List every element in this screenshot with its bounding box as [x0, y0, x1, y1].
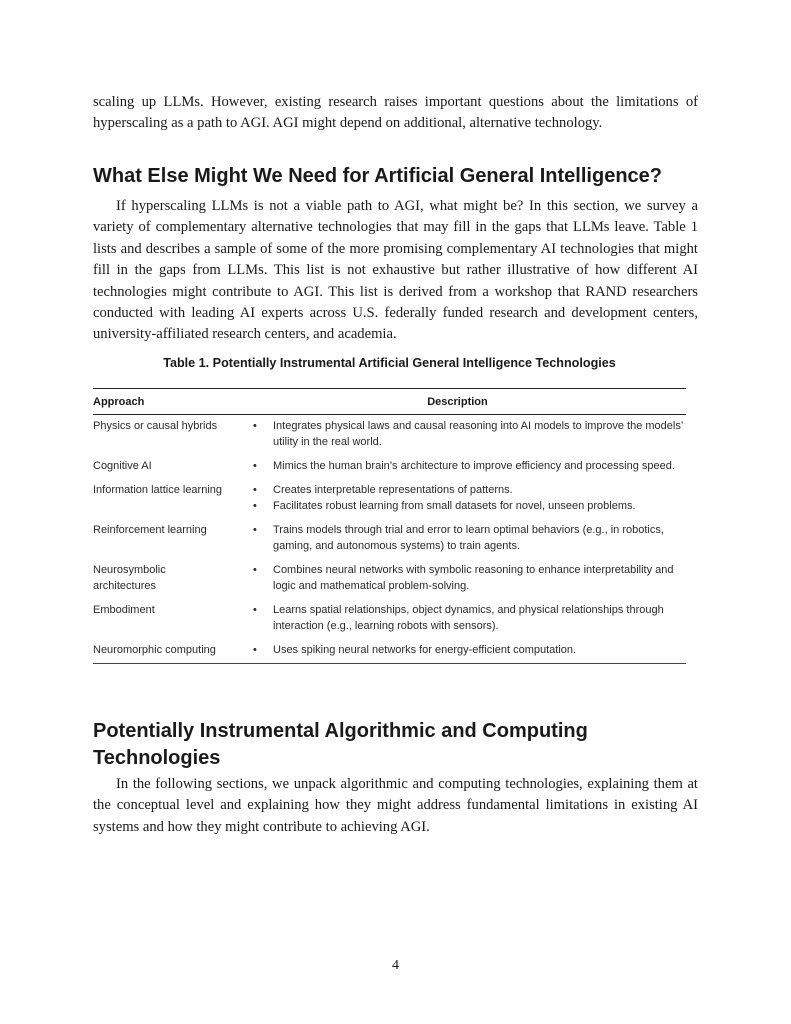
description-text: Creates interpretable representations of patterns. [273, 484, 513, 496]
approach-cell: Neuromorphic computing [93, 639, 229, 664]
description-text: Mimics the human brain’s architecture to improve efficiency and processing speed. [273, 460, 675, 472]
description-list [229, 458, 686, 474]
approach-cell: Information lattice learning [93, 484, 223, 496]
bullet-icon: • [253, 460, 257, 472]
section-heading-algorithmic: Potentially Instrumental Algorithmic and Computing Technologies [93, 720, 588, 769]
description-list [229, 562, 686, 594]
description-cell [229, 559, 686, 599]
description-list [229, 482, 686, 514]
description-item [253, 458, 686, 474]
table-row [93, 639, 686, 664]
table-title: Table 1. Potentially Instrumental Artificial General Intelligence Technologies [163, 356, 616, 370]
description-text: Combines neural networks with symbolic reasoning to enhance interpretability and logic and mathematical problem-solving. [273, 564, 674, 592]
description-cell [229, 639, 686, 664]
technologies-table [93, 388, 686, 664]
description-item [253, 482, 686, 498]
section-heading-what-else: What Else Might We Need for Artificial General Intelligence? [93, 165, 662, 187]
description-cell [229, 415, 686, 456]
description-text: Uses spiking neural networks for energy-efficient computation. [273, 644, 577, 656]
bullet-icon: • [253, 604, 257, 616]
table-header-approach: Approach [93, 389, 229, 415]
table-header-row [93, 389, 686, 415]
section-paragraph-what-else: If hyperscaling LLMs is not a viable path to AGI, what might be? In this section, we survey a variety of complementary alternative technologies that may fill in the gaps that LLMs leave. Table 1 lists and describes a sample of some of the more promising complementary AI technologies that might fill in the gaps from LLMs. This list is not exhaustive but rather illustrative of how different AI technologies might contribute to AGI. This list is derived from a workshop that RAND researchers conducted with leading AI experts across U.S. federally funded research and development centers, university-affiliated research centers, and academia. [93, 198, 698, 343]
description-item [253, 562, 686, 594]
approach-cell: Neurosymbolic architectures [93, 564, 166, 592]
intro-paragraph: scaling up LLMs. However, existing research raises important questions about the limitations of hyperscaling as a path to AGI. AGI might depend on additional, alternative technology. [93, 94, 698, 132]
description-list [229, 418, 686, 450]
description-cell [229, 455, 686, 479]
table-body [93, 415, 686, 664]
description-item [253, 418, 686, 450]
approach-cell: Embodiment [93, 604, 155, 616]
description-cell [229, 599, 686, 639]
description-list [229, 602, 686, 634]
table-header-description: Description [229, 389, 686, 415]
description-text: Learns spatial relationships, object dynamics, and physical relationships through interaction (e.g., learning robots with sensors). [273, 604, 664, 632]
page-number: 4 [392, 958, 399, 973]
description-item [253, 498, 686, 514]
bullet-icon: • [253, 420, 257, 432]
table-row [93, 519, 686, 559]
description-item [253, 522, 686, 554]
table-row [93, 479, 686, 519]
description-text: Trains models through trial and error to learn optimal behaviors (e.g., in robotics, gaming, and autonomous systems) to train agents. [273, 524, 664, 552]
table-row [93, 415, 686, 456]
approach-cell: Physics or causal hybrids [93, 420, 218, 432]
bullet-icon: • [253, 644, 257, 656]
description-item [253, 642, 686, 658]
approach-cell: Reinforcement learning [93, 524, 207, 536]
bullet-icon: • [253, 564, 257, 576]
bullet-icon: • [253, 484, 257, 496]
description-text: Facilitates robust learning from small datasets for novel, unseen problems. [273, 500, 636, 512]
approach-cell: Cognitive AI [93, 460, 152, 472]
description-cell [229, 519, 686, 559]
bullet-icon: • [253, 524, 257, 536]
description-item [253, 602, 686, 634]
description-cell [229, 479, 686, 519]
description-list [229, 642, 686, 658]
table-row [93, 455, 686, 479]
bullet-icon: • [253, 500, 257, 512]
description-list [229, 522, 686, 554]
table-row [93, 599, 686, 639]
section-paragraph-algorithmic: In the following sections, we unpack algorithmic and computing technologies, explaining them at the conceptual level and explaining how they might address fundamental limitations in existing AI systems and how they might contribute to achieving AGI. [93, 776, 698, 835]
table-row [93, 559, 686, 599]
description-text: Integrates physical laws and causal reasoning into AI models to improve the models’ utility in the real world. [273, 420, 683, 448]
